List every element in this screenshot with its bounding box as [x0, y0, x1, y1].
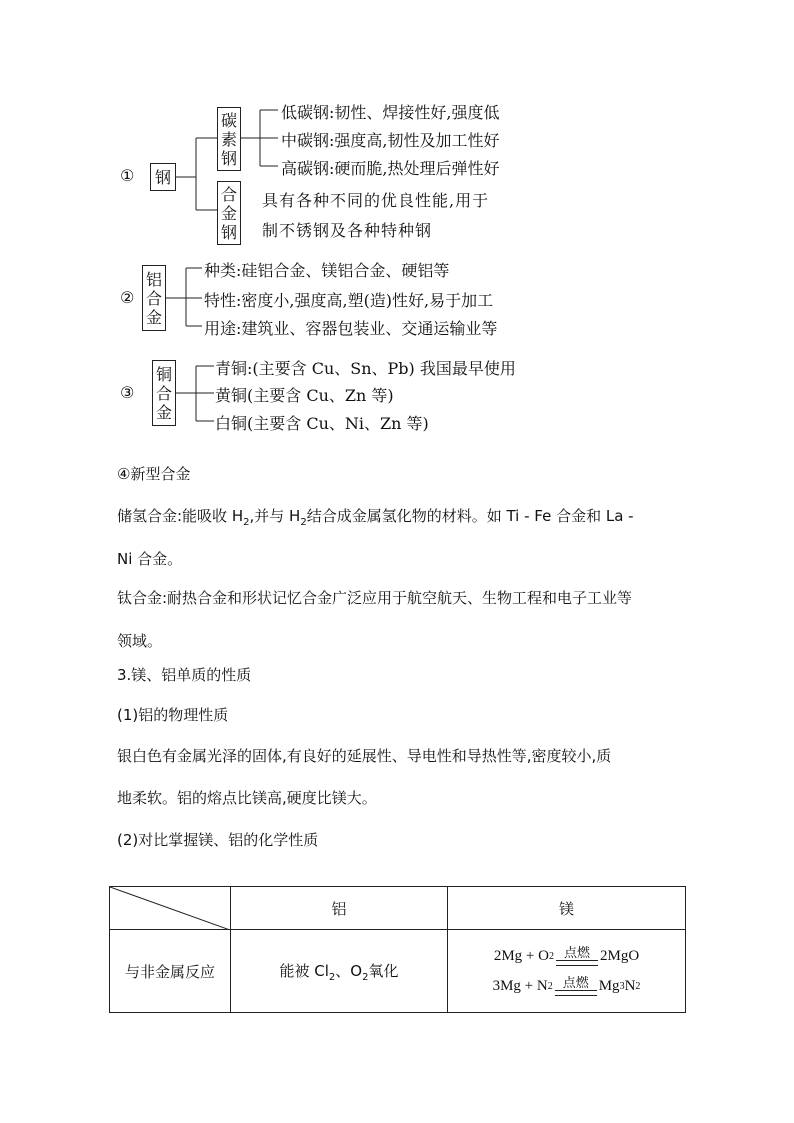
titanium-alloy-cont: 领域。: [117, 632, 163, 650]
aluminum-properties: 特性:密度小,强度高,塑(造)性好,易于加工: [204, 291, 494, 310]
aluminum-types: 种类:硅铝合金、镁铝合金、硬铝等: [204, 261, 450, 280]
magnesium-nonmetal-reaction: [448, 930, 686, 1013]
aluminum-uses: 用途:建筑业、容器包装业、交通运输业等: [204, 319, 498, 338]
alloy-steel-box: [217, 181, 241, 245]
new-alloy-heading: ④新型合金: [117, 465, 191, 483]
reaction-arrow: 点燃: [555, 977, 597, 996]
physical-properties-1: 银白色有金属光泽的固体,有良好的延展性、导电性和导热性等,密度较小,质: [117, 747, 612, 765]
item-number-1: ①: [120, 166, 135, 185]
carbon-steel-label: 碳素钢: [221, 110, 238, 168]
physical-properties-2: 地柔软。铝的熔点比镁高,硬度比镁大。: [117, 789, 377, 807]
row-label-nonmetal: 与非金属反应: [110, 930, 231, 1013]
titanium-alloy: 钛合金:耐热合金和形状记忆合金广泛应用于航空航天、生物工程和电子工业等: [117, 589, 633, 607]
low-carbon-steel: 低碳钢:韧性、焊接性好,强度低: [281, 103, 500, 122]
steel-label: 钢: [155, 167, 172, 187]
item-number-2: ②: [120, 288, 135, 307]
aluminum-nonmetal-reaction: 能被 $Cl_2$、$O_2$氧化: [231, 930, 448, 1013]
item-number-3: ③: [120, 383, 135, 402]
high-carbon-steel: 高碳钢:硬而脆,热处理后弹性好: [281, 159, 500, 178]
reaction-arrow: 点燃: [556, 947, 598, 966]
subsection-physical: (1)铝的物理性质: [117, 706, 229, 724]
medium-carbon-steel: 中碳钢:强度高,韧性及加工性好: [281, 131, 500, 150]
hydrogen-storage-alloy: 储氢合金:能吸收 $H_2$,并与 $H_2$结合成金属氢化物的材料。如 Ti - Fe 合金和 La -: [117, 507, 634, 528]
header-magnesium: 镁: [448, 887, 686, 930]
copper-alloy-box: [152, 360, 176, 426]
section-title: 3.镁、铝单质的性质: [117, 666, 252, 684]
alloy-steel-desc-1: 具有各种不同的优良性能,用于: [262, 191, 490, 210]
diagonal-line: [110, 887, 230, 930]
table-corner-cell: [110, 887, 231, 930]
brass: 黄铜(主要含 Cu、Zn 等): [215, 386, 394, 405]
bronze: 青铜:(主要含 Cu、Sn、Pb) 我国最早使用: [215, 359, 516, 378]
cupronickel: 白铜(主要含 Cu、Ni、Zn 等): [215, 414, 429, 433]
copper-alloy-label: 铜合金: [156, 364, 173, 422]
steel-label-box: [150, 163, 176, 191]
comparison-table: [109, 886, 686, 1013]
aluminum-alloy-label: 铝合金: [146, 269, 163, 327]
header-aluminum: 铝: [231, 887, 448, 930]
hydrogen-storage-alloy-cont: Ni 合金。: [117, 550, 183, 568]
carbon-steel-box: [217, 107, 241, 171]
aluminum-alloy-box: [142, 265, 166, 331]
equation-mg-o2: 2Mg + O 2 点燃 2MgO: [493, 945, 640, 964]
subsection-chemical: (2)对比掌握镁、铝的化学性质: [117, 831, 319, 849]
alloy-steel-desc-2: 制不锈钢及各种特种钢: [262, 221, 433, 240]
equation-mg-n2: 3Mg + N 2 点燃 Mg 3 N 2: [492, 975, 641, 994]
alloy-steel-label: 合金钢: [221, 184, 238, 242]
